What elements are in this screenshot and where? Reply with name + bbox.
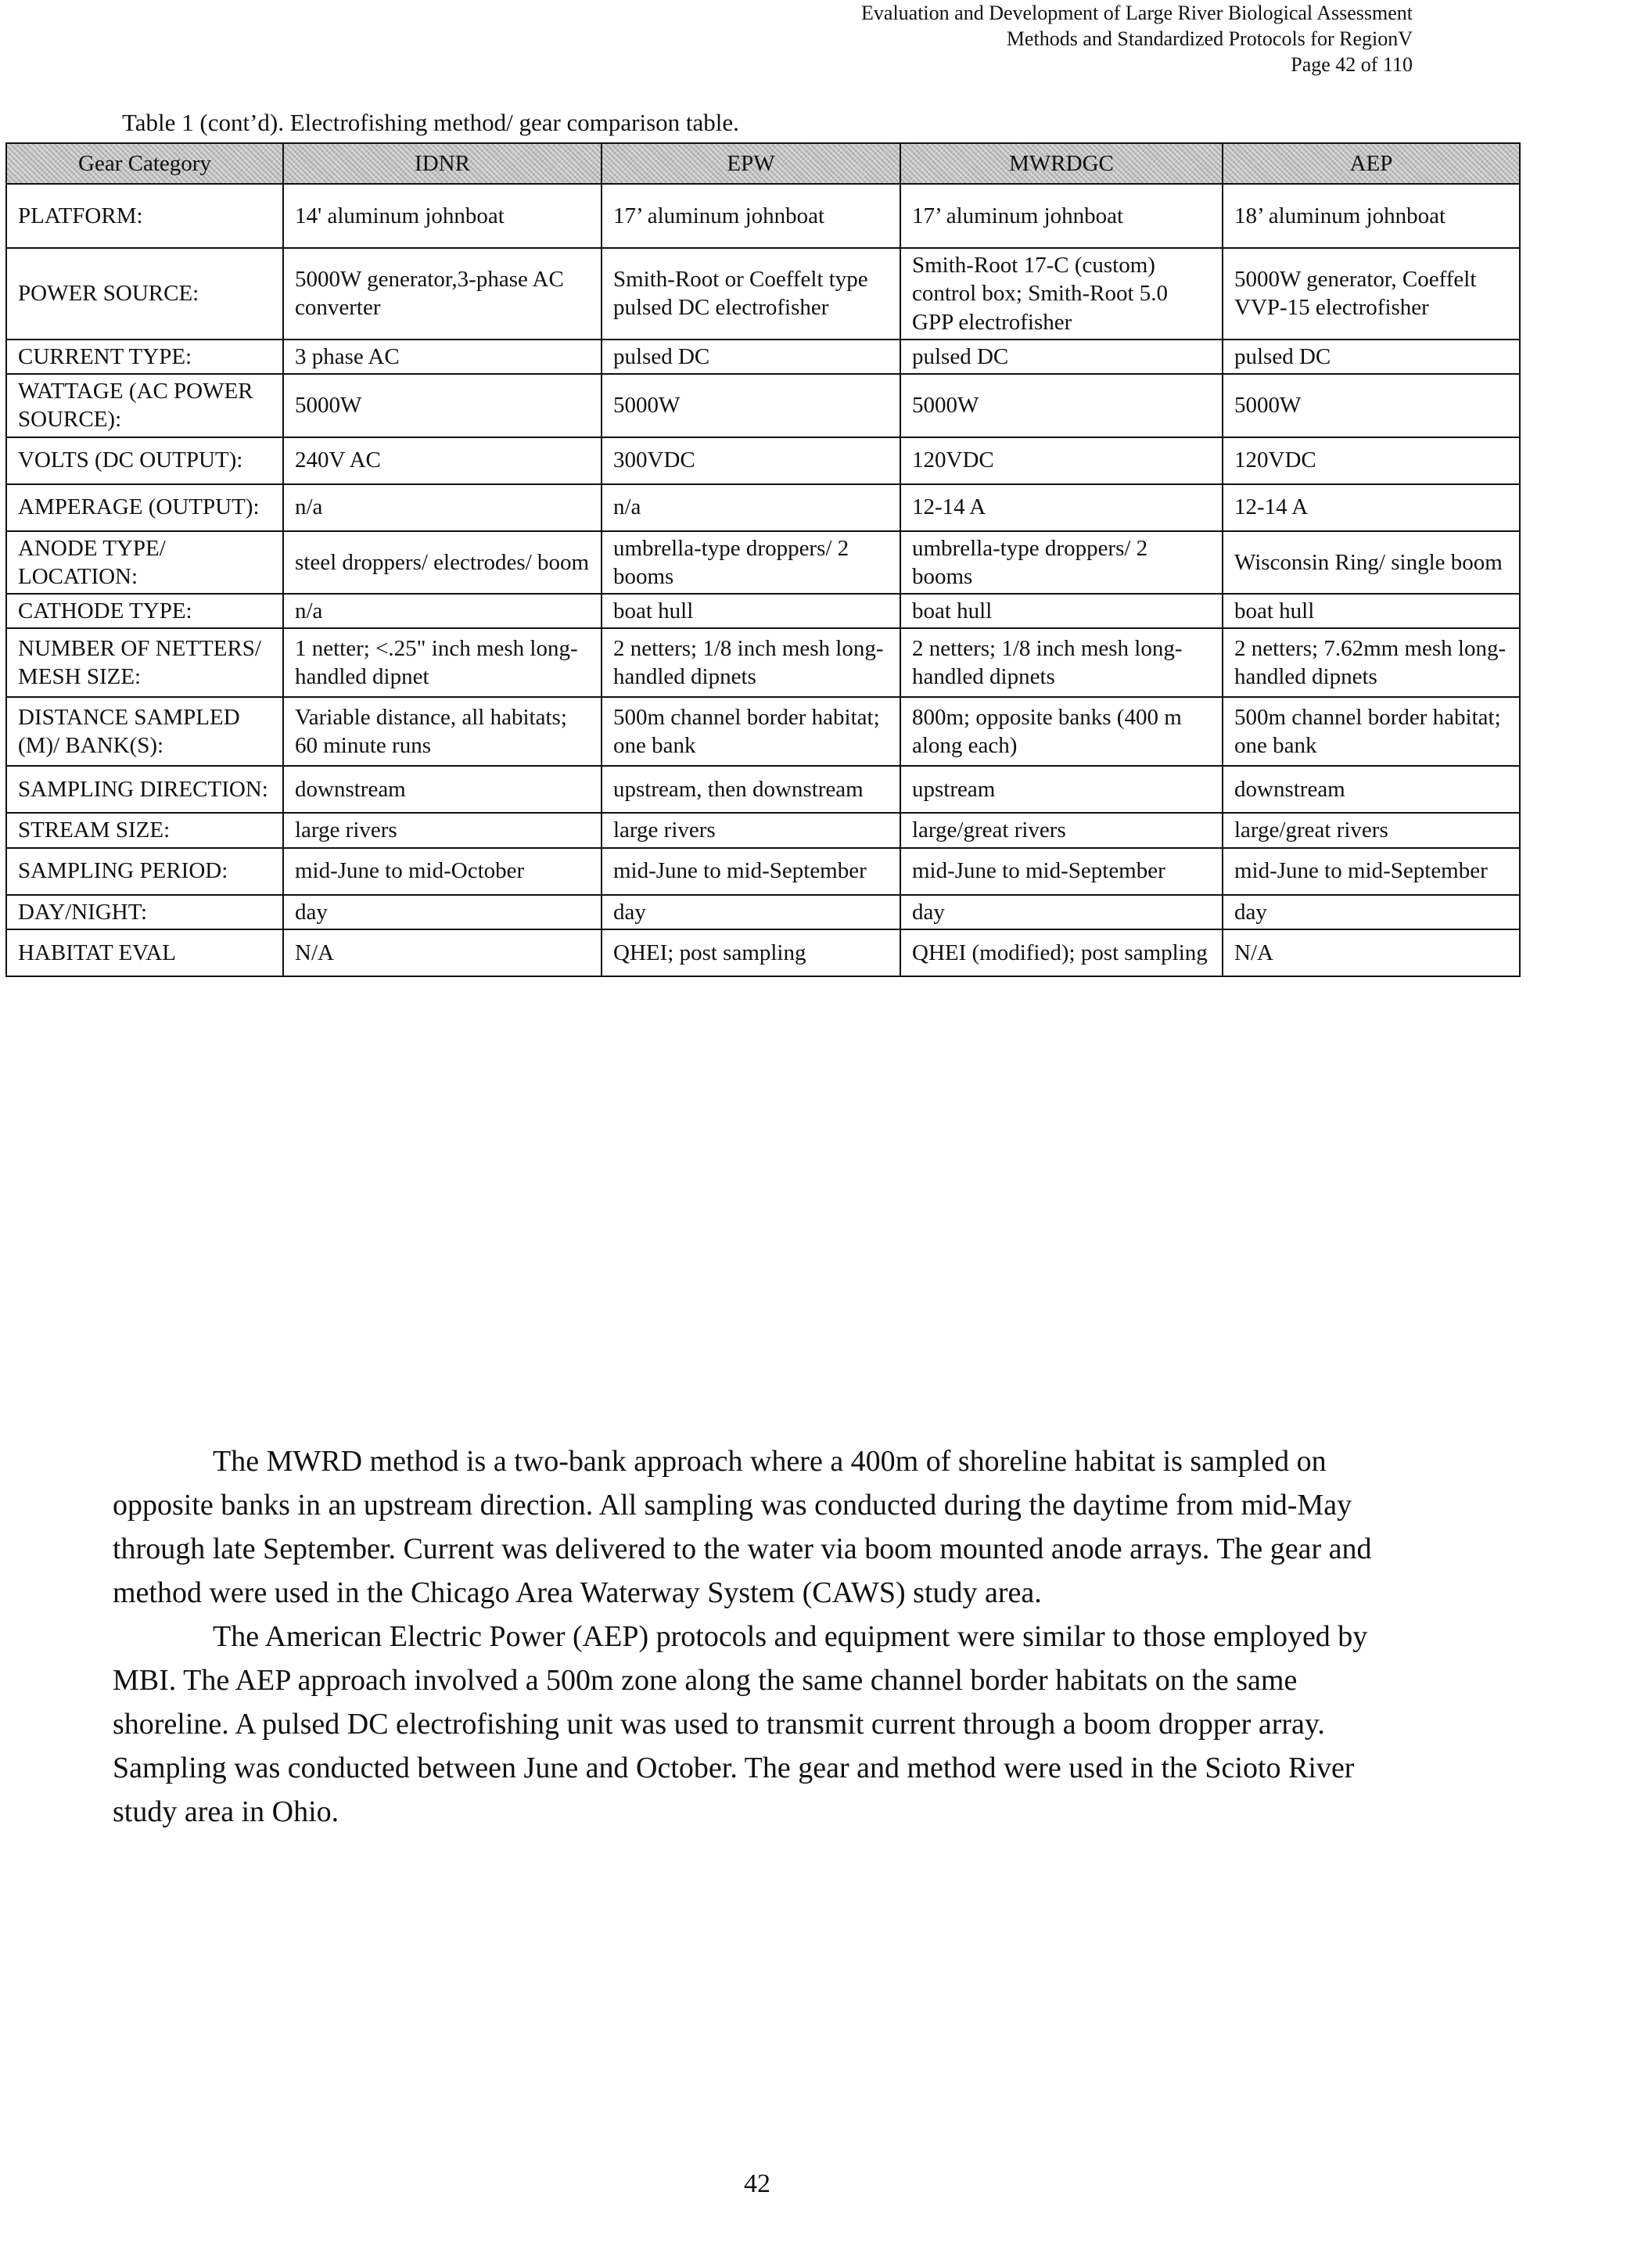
table-body [6, 184, 1520, 976]
paragraph: The American Electric Power (AEP) protocols and equipment were similar to those employed by MBI. The AEP approach involved a 500m zone along the same channel border habitats on the same shoreline. A pulsed DC electrofishing unit was used to transmit current through a boom dropper array. Sampling was conducted between June and October. The gear and method were used in the Scioto River study area in Ohio. [113, 1620, 1368, 1828]
table-cell: boat hull [1223, 594, 1520, 628]
table-cell: boat hull [900, 594, 1223, 628]
table-cell: 120VDC [900, 437, 1223, 484]
table-cell: 17’ aluminum johnboat [900, 184, 1223, 248]
table-cell: N/A [1223, 929, 1520, 976]
table-cell: large rivers [283, 813, 602, 847]
running-header [861, 0, 1413, 77]
header-idnr: IDNR [283, 143, 602, 184]
table-cell: Wisconsin Ring/ single boom [1223, 531, 1520, 595]
table-row [6, 766, 1520, 813]
row-label-cell: ANODE TYPE/ LOCATION: [6, 531, 283, 595]
table-cell: 5000W [283, 374, 602, 437]
table-cell: large rivers [602, 813, 900, 847]
table-cell: 14' aluminum johnboat [283, 184, 602, 248]
table-row [6, 437, 1520, 484]
table-cell: N/A [283, 929, 602, 976]
table-row [6, 374, 1520, 437]
table-cell: day [1223, 895, 1520, 929]
table-row [6, 848, 1520, 895]
table-row [6, 813, 1520, 847]
table-cell: QHEI (modified); post sampling [900, 929, 1223, 976]
table-cell: n/a [283, 484, 602, 531]
table-row [6, 895, 1520, 929]
table-cell: 18’ aluminum johnboat [1223, 184, 1520, 248]
row-label-cell: VOLTS (DC OUTPUT): [6, 437, 283, 484]
table-row [6, 697, 1520, 766]
table-cell: upstream [900, 766, 1223, 813]
table-cell: QHEI; post sampling [602, 929, 900, 976]
table-cell: day [602, 895, 900, 929]
table-cell: steel droppers/ electrodes/ boom [283, 531, 602, 595]
header-gear-category: Gear Category [6, 143, 283, 184]
header-mwrdgc: MWRDGC [900, 143, 1223, 184]
table-cell: 5000W [1223, 374, 1520, 437]
table-cell: n/a [283, 594, 602, 628]
table-cell: mid-June to mid-September [900, 848, 1223, 895]
table-cell: boat hull [602, 594, 900, 628]
table-row [6, 594, 1520, 628]
table-cell: Smith-Root 17-C (custom) control box; Smith-Root 5.0 GPP electrofisher [900, 248, 1223, 340]
table-cell: pulsed DC [900, 340, 1223, 374]
table-cell: 240V AC [283, 437, 602, 484]
table-cell: large/great rivers [1223, 813, 1520, 847]
table-cell: day [900, 895, 1223, 929]
page-number: 42 [744, 2169, 770, 2198]
table-cell: pulsed DC [1223, 340, 1520, 374]
header-aep: AEP [1223, 143, 1520, 184]
table-cell: 3 phase AC [283, 340, 602, 374]
gear-comparison-table [5, 142, 1521, 977]
row-label-cell: PLATFORM: [6, 184, 283, 248]
table-cell: 500m channel border habitat; one bank [1223, 697, 1520, 766]
table-cell: 12-14 A [900, 484, 1223, 531]
table-row [6, 248, 1520, 340]
table-cell: Variable distance, all habitats; 60 minute runs [283, 697, 602, 766]
table-cell: 5000W generator, Coeffelt VVP-15 electrofisher [1223, 248, 1520, 340]
row-label-cell: NUMBER OF NETTERS/ MESH SIZE: [6, 628, 283, 697]
row-label-cell: HABITAT EVAL [6, 929, 283, 976]
table-caption: Table 1 (cont’d). Electrofishing method/ gear comparison table. [122, 109, 739, 136]
table-cell: n/a [602, 484, 900, 531]
row-label-cell: DAY/NIGHT: [6, 895, 283, 929]
table-cell: 5000W [900, 374, 1223, 437]
header-line-3: Page 42 of 110 [1291, 53, 1413, 76]
table-cell: mid-June to mid-September [1223, 848, 1520, 895]
table-cell: 2 netters; 7.62mm mesh long-handled dipnets [1223, 628, 1520, 697]
table-cell: 2 netters; 1/8 inch mesh long-handled dipnets [602, 628, 900, 697]
table-cell: 5000W [602, 374, 900, 437]
row-label-cell: AMPERAGE (OUTPUT): [6, 484, 283, 531]
table-cell: 2 netters; 1/8 inch mesh long-handled dipnets [900, 628, 1223, 697]
table-cell: 500m channel border habitat; one bank [602, 697, 900, 766]
table-row [6, 340, 1520, 374]
table-cell: 120VDC [1223, 437, 1520, 484]
paragraph: The MWRD method is a two-bank approach where a 400m of shoreline habitat is sampled on opposite banks in an upstream direction. All sampling was conducted during the daytime from mid-May through late September. Current was delivered to the water via boom mounted anode arrays. The gear and method were used in the Chicago Area Waterway System (CAWS) study area. [113, 1445, 1372, 1609]
body-text [113, 1439, 1411, 1834]
table-cell: 12-14 A [1223, 484, 1520, 531]
row-label-cell: DISTANCE SAMPLED (M)/ BANK(S): [6, 697, 283, 766]
table-cell: 300VDC [602, 437, 900, 484]
table-cell: 800m; opposite banks (400 m along each) [900, 697, 1223, 766]
table-cell: day [283, 895, 602, 929]
table-cell: upstream, then downstream [602, 766, 900, 813]
table-cell: Smith-Root or Coeffelt type pulsed DC electrofisher [602, 248, 900, 340]
header-epw: EPW [602, 143, 900, 184]
row-label-cell: CATHODE TYPE: [6, 594, 283, 628]
row-label-cell: SAMPLING PERIOD: [6, 848, 283, 895]
table-cell: large/great rivers [900, 813, 1223, 847]
row-label-cell: WATTAGE (AC POWER SOURCE): [6, 374, 283, 437]
row-label-cell: SAMPLING DIRECTION: [6, 766, 283, 813]
table-row [6, 531, 1520, 595]
row-label-cell: STREAM SIZE: [6, 813, 283, 847]
header-line-2: Methods and Standardized Protocols for RegionV [1006, 27, 1413, 50]
table-row [6, 628, 1520, 697]
row-label-cell: CURRENT TYPE: [6, 340, 283, 374]
table-cell: 1 netter; <.25" inch mesh long-handled dipnet [283, 628, 602, 697]
row-label-cell: POWER SOURCE: [6, 248, 283, 340]
table-cell: 5000W generator,3-phase AC converter [283, 248, 602, 340]
table-cell: mid-June to mid-September [602, 848, 900, 895]
table-cell: mid-June to mid-October [283, 848, 602, 895]
table-cell: umbrella-type droppers/ 2 booms [602, 531, 900, 595]
table-cell: 17’ aluminum johnboat [602, 184, 900, 248]
table-row [6, 484, 1520, 531]
table-cell: pulsed DC [602, 340, 900, 374]
table-header-row [6, 143, 1520, 184]
table-row [6, 184, 1520, 248]
table-cell: downstream [283, 766, 602, 813]
table-cell: umbrella-type droppers/ 2 booms [900, 531, 1223, 595]
table-row [6, 929, 1520, 976]
header-line-1: Evaluation and Development of Large River Biological Assessment [861, 2, 1413, 24]
table-cell: downstream [1223, 766, 1520, 813]
